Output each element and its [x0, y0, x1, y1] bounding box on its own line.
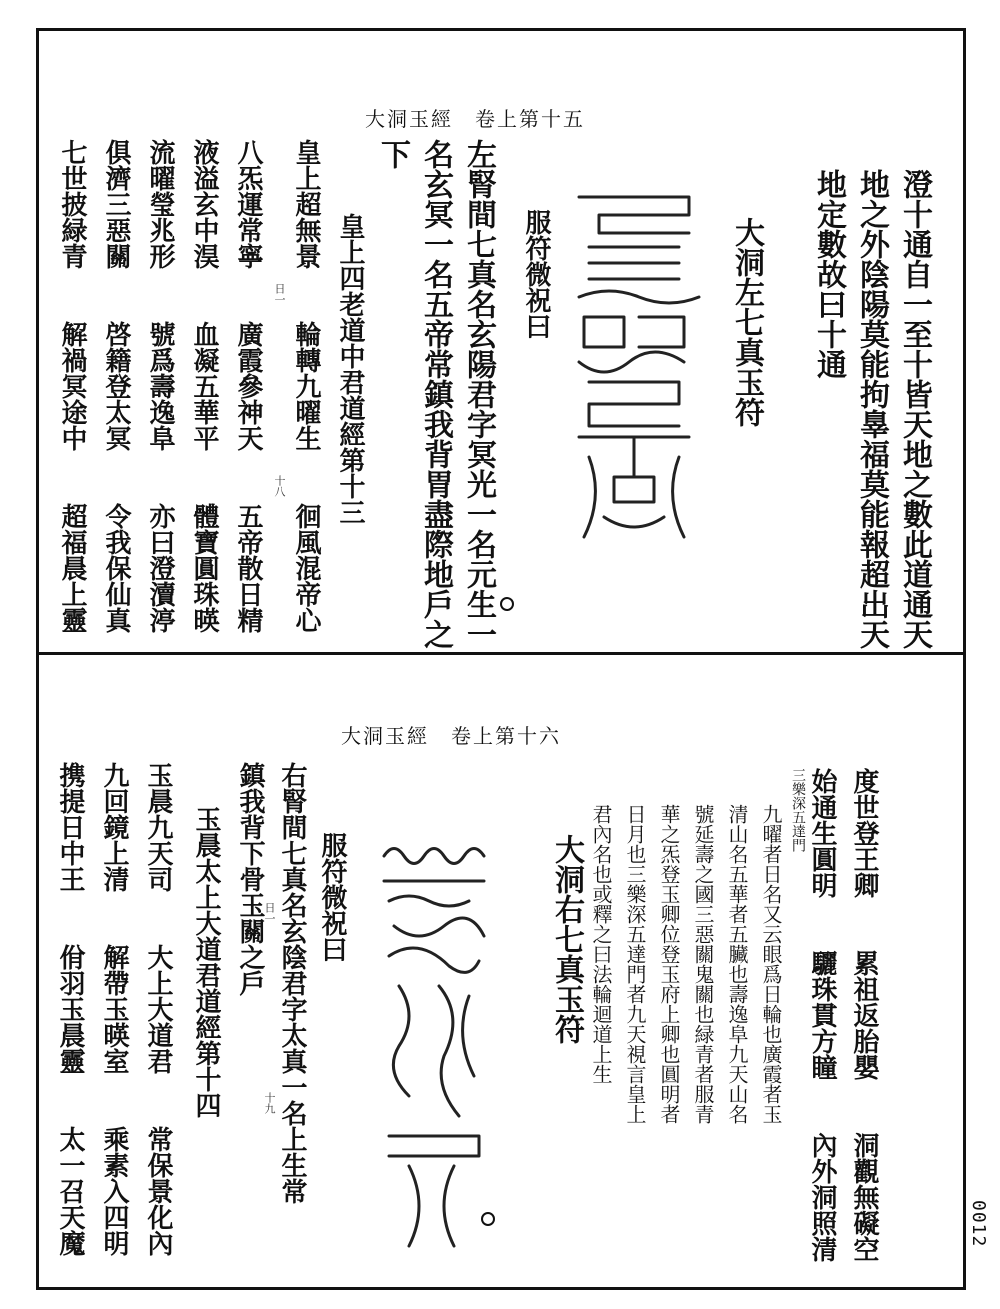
top-page-note-2: 十八 — [273, 475, 286, 497]
bottom-verse-4: 九回鏡上清 解帶玉暎室 乘素入四明 — [99, 762, 129, 1256]
bottom-end-mark-circle — [481, 1212, 495, 1226]
top-col-6: 左腎間七真名玄陽君字冥光一名元生一 — [461, 139, 496, 649]
talisman-seal-right — [369, 836, 499, 1256]
bottom-commentary-2: 清山名五華者五臟也壽逸阜九天山名 — [725, 804, 749, 1124]
bottom-verse-3: 玉晨九天司 大上大道君 常保景化內 — [143, 762, 173, 1256]
bottom-page-note-1: 日一 — [263, 902, 276, 924]
bottom-panel — [39, 656, 963, 1287]
top-talisman-title: 大洞左七真玉符 — [729, 217, 764, 427]
panel-divider — [36, 652, 966, 655]
talisman-seal-left — [559, 177, 709, 547]
bottom-small-note: 三樂深五達門 — [790, 768, 806, 852]
top-verse-2: 八炁運常寧 廣霞參神天 五帝散日精 — [233, 139, 263, 633]
top-col-7: 名玄冥一名五帝常鎮我背胃盡際地戶之 — [418, 139, 453, 649]
bottom-commentary-4: 華之炁登玉卿位登玉府上卿也圓明者 — [657, 804, 681, 1124]
top-running-header: 大洞玉經 卷上第十五 — [365, 107, 585, 131]
end-mark-circle — [500, 597, 514, 611]
bottom-commentary-1: 九曜者日名又云眼爲日輪也廣霞者玉 — [759, 804, 783, 1124]
bottom-verse-2: 始通生圓明 驪珠貫方瞳 內外洞照清 — [807, 768, 837, 1262]
bottom-col-12: 右腎間七真名玄陰君字太真一名上生常 — [277, 762, 307, 1204]
bottom-verse-5: 携提日中王 佾羽玉晨靈 太一召天魔 — [55, 762, 85, 1256]
bottom-commentary-6: 君內名也或釋之曰法輪迴道上生 — [589, 804, 613, 1084]
bottom-scripture-title: 玉晨太上大道君道經第十四 — [191, 806, 221, 1118]
top-col-8: 下 — [375, 139, 410, 169]
top-col-1: 澄十通自一至十皆天地之數此道通天 — [897, 169, 932, 649]
bottom-commentary-5: 日月也三樂深五達門者九天視言皇上 — [623, 804, 647, 1124]
top-panel — [39, 31, 963, 651]
top-incantation-title: 服符微祝曰 — [521, 209, 551, 339]
bottom-page-note-2: 十九 — [263, 1092, 276, 1114]
bottom-col-13: 鎮我背下骨玉關之戶 — [235, 762, 265, 996]
top-verse-3: 液溢玄中淏 血凝五華平 體寶圓珠暎 — [189, 139, 219, 633]
bottom-incantation-title: 服符微祝曰 — [317, 832, 347, 962]
top-verse-5: 俱濟三惡關 啓籍登太冥 令我保仙真 — [101, 139, 131, 633]
top-col-3: 地定數故曰十通 — [811, 169, 846, 379]
top-scripture-title: 皇上四老道中君道經第十三 — [335, 213, 365, 525]
bottom-commentary-3: 號延壽之國三惡關鬼關也緑青者服青 — [691, 804, 715, 1124]
bottom-running-header: 大洞玉經 卷上第十六 — [341, 724, 561, 748]
top-col-2: 地之外陰陽莫能拘辠福莫能報超出天 — [854, 169, 889, 649]
bottom-verse-1: 度世登王卿 累祖返胎嬰 洞觀無礙空 — [849, 768, 879, 1262]
top-verse-1: 皇上超無景 輪轉九曜生 徊風混帝心 — [291, 139, 321, 633]
top-verse-4: 流曜瑩兆形 號爲壽逸阜 亦曰澄瀆渟 — [145, 139, 175, 633]
bottom-talisman-title: 大洞右七真玉符 — [549, 834, 584, 1044]
top-page-note-1: 日一 — [273, 283, 286, 305]
side-page-number: 0012 — [968, 1200, 989, 1248]
top-verse-6: 七世披緑青 解禍冥途中 超福晨上靈 — [57, 139, 87, 633]
